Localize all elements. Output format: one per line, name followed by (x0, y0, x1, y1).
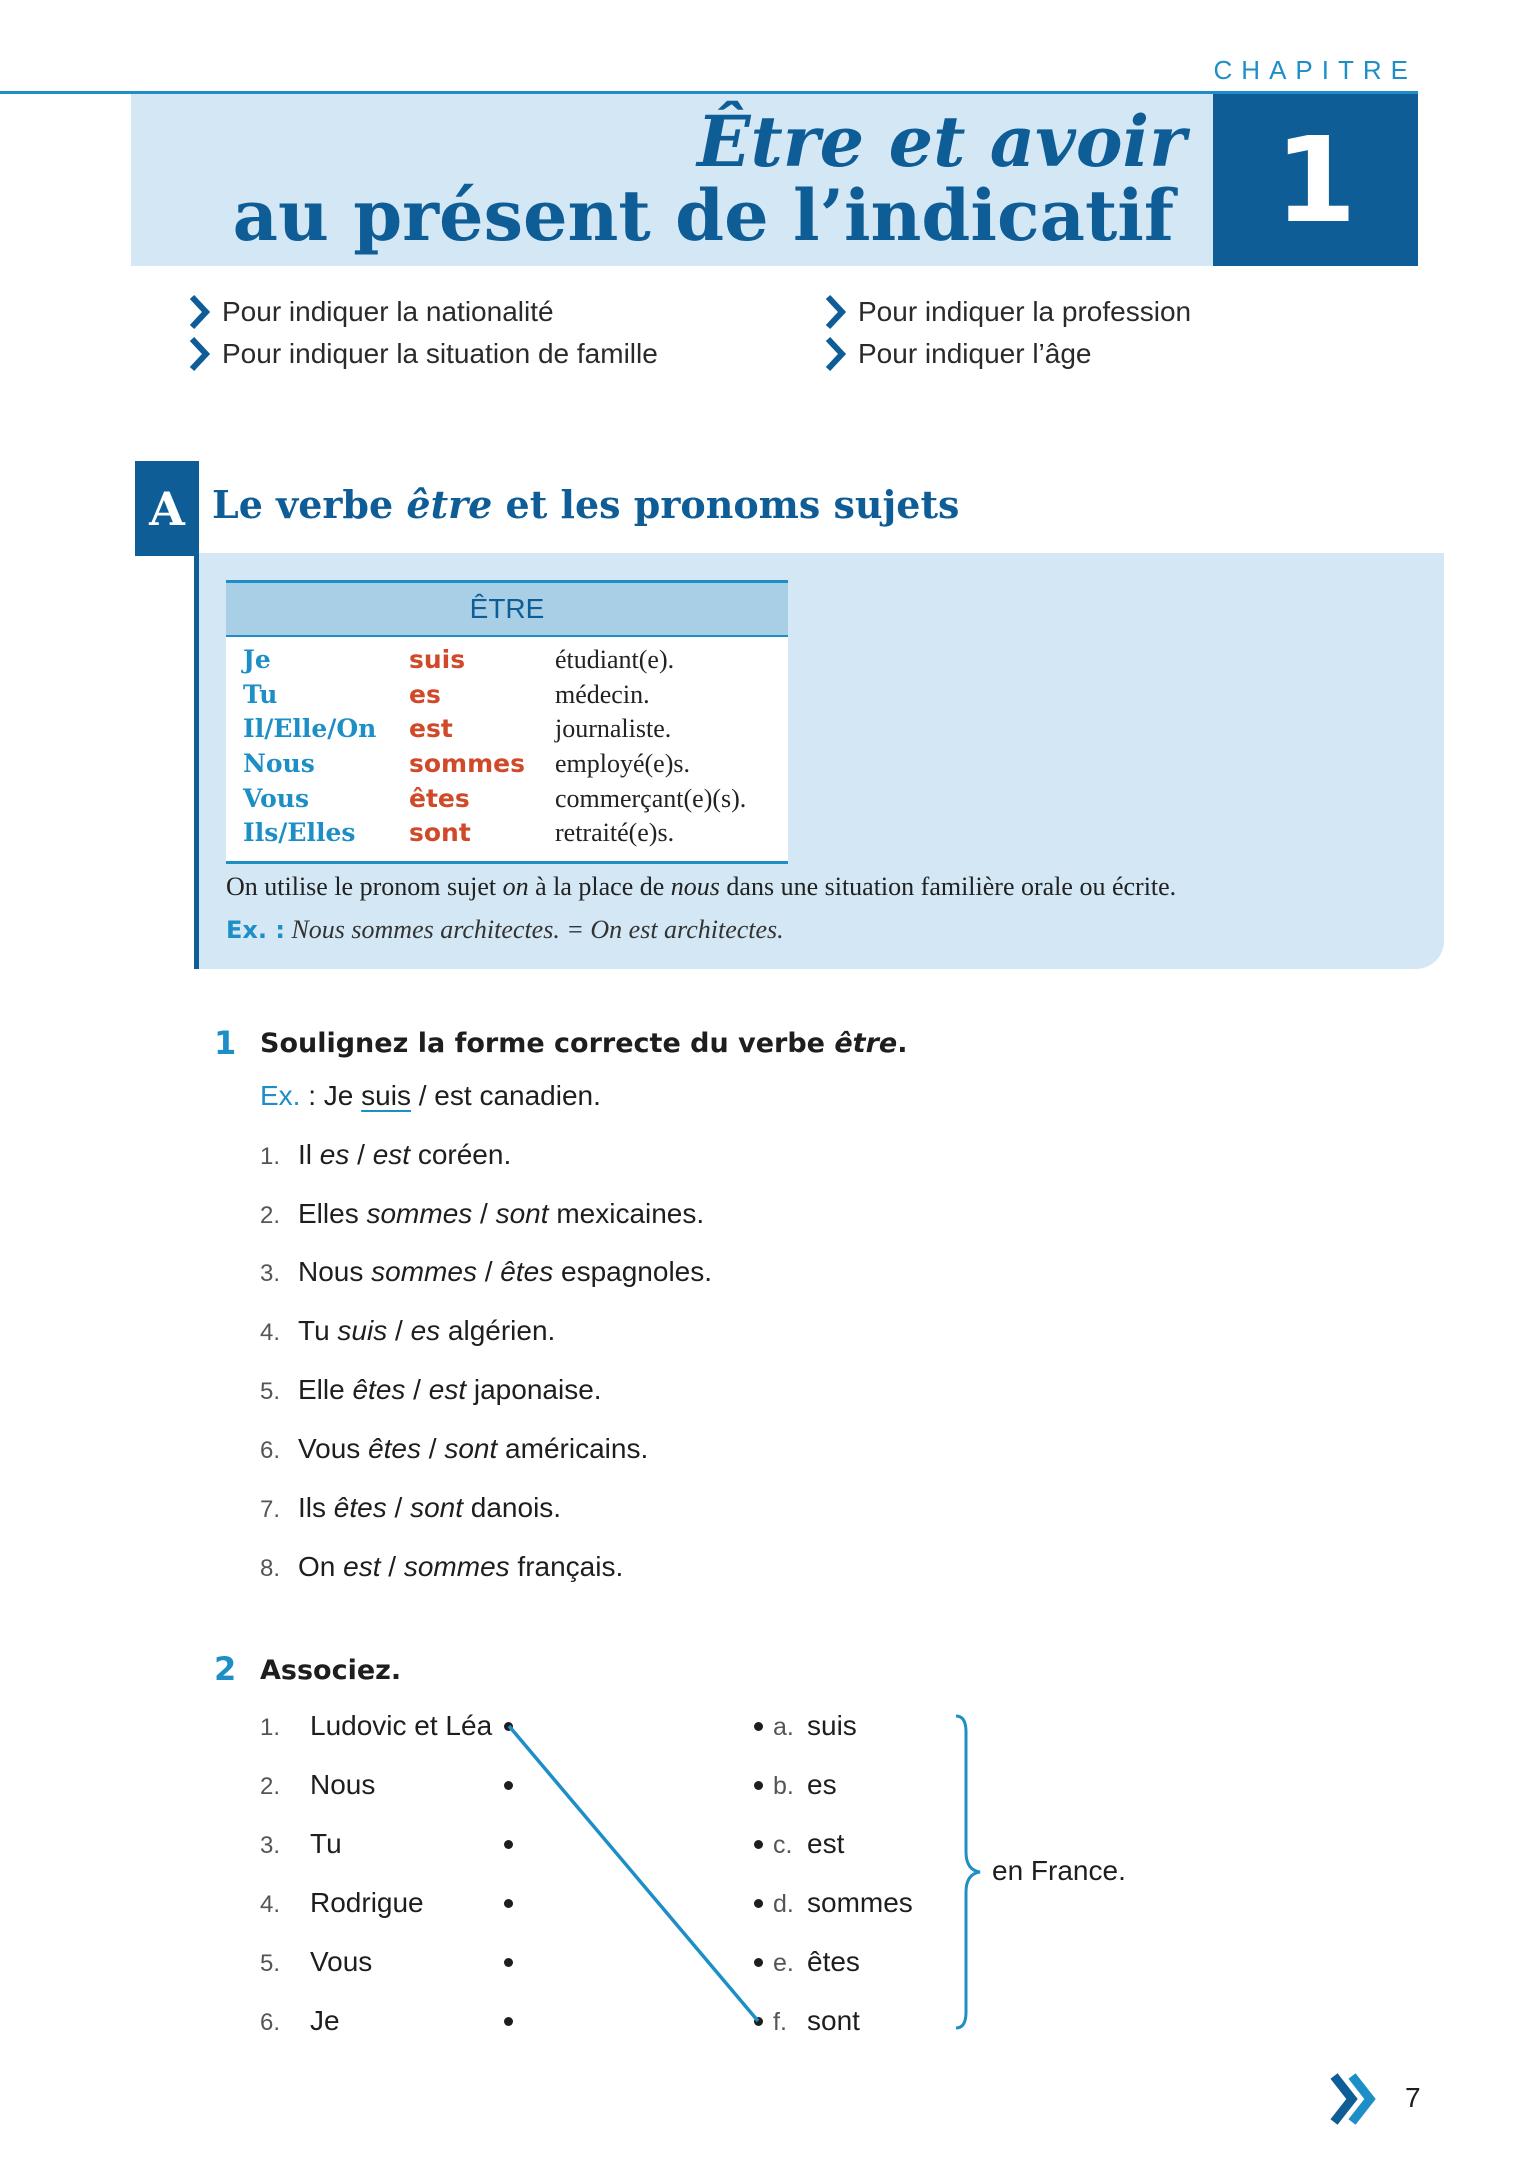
section-title: Le verbe être et les pronoms sujets (212, 482, 960, 527)
choice-option[interactable]: sont (444, 1433, 498, 1464)
match-right-item[interactable]: f. sont (773, 2005, 860, 2036)
chapter-number: 1 (1213, 94, 1418, 266)
match-right-item[interactable]: c. est (773, 1828, 845, 1859)
exercise-example: Ex. : Je suis / est canadien. (260, 1080, 601, 1111)
example-label: Ex. : (226, 916, 285, 944)
exercise-item[interactable]: 8. On est / sommes français. (260, 1551, 624, 1582)
choice-option[interactable]: est (428, 1374, 467, 1405)
exercise-item[interactable]: 1. Il es / est coréen. (260, 1139, 512, 1170)
match-left-item[interactable]: 4. Rodrigue (260, 1887, 424, 1918)
chapter-label: CHAPITRE (1213, 55, 1417, 85)
page-number: 7 (1405, 2082, 1421, 2113)
exercise-item[interactable]: 5. Elle êtes / est japonaise. (260, 1374, 602, 1405)
match-right-item[interactable]: a. suis (773, 1710, 857, 1741)
choice-option[interactable]: êtes (368, 1433, 421, 1464)
choice-option[interactable]: sont (410, 1492, 463, 1523)
choice-option[interactable]: sommes (371, 1256, 477, 1287)
verb-form: est (409, 714, 453, 743)
complement: retraité(e)s. (555, 818, 675, 847)
exercise-item[interactable]: 4. Tu suis / es algérien. (260, 1315, 556, 1346)
exercise-number: 1 (214, 1024, 237, 1062)
exercise-item[interactable]: 2. Elles sommes / sont mexicaines. (260, 1198, 705, 1229)
match-left-item[interactable]: 6. Je (260, 2005, 340, 2036)
complement: étudiant(e). (555, 645, 675, 674)
exercise-item[interactable]: 6. Vous êtes / sont américains. (260, 1433, 649, 1464)
objective-label: Pour indiquer la nationalité (222, 296, 554, 327)
choice-option[interactable]: êtes (500, 1256, 554, 1287)
match-left-item[interactable]: 1. Ludovic et Léa (260, 1710, 493, 1741)
match-left-item[interactable]: 2. Nous (260, 1769, 376, 1800)
double-chevron-icon (1330, 2072, 1382, 2126)
complement: employé(e)s. (555, 749, 691, 778)
match-completion: en France. (992, 1855, 1126, 1886)
verb-form: es (409, 680, 441, 709)
verb-form: suis (409, 645, 466, 674)
pronoun: Nous (243, 749, 315, 778)
verb-form: sommes (409, 749, 525, 778)
match-right-item[interactable]: b. es (773, 1769, 837, 1800)
usage-example: Ex. : Nous sommes architectes. = On est architectes. (226, 915, 784, 944)
match-left-item[interactable]: 5. Vous (260, 1946, 373, 1977)
verb-form: sont (409, 818, 471, 847)
choice-option[interactable]: sont (495, 1198, 549, 1229)
pronoun: Je (243, 645, 271, 674)
objective-label: Pour indiquer la situation de famille (222, 338, 658, 369)
exercise-number: 2 (214, 1650, 237, 1688)
usage-note: On utilise le pronom sujet on à la place de nous dans une situation familière orale ou écrite. (226, 872, 1177, 901)
verb-form: êtes (409, 784, 470, 813)
choice-option[interactable]: sommes (366, 1198, 473, 1229)
chapter-title-line1: Être et avoir (697, 100, 1186, 183)
choice-option[interactable]: sommes (403, 1551, 510, 1582)
complement: commerçant(e)(s). (555, 784, 747, 813)
pronoun: Tu (243, 680, 278, 709)
section-letter: A (135, 461, 199, 556)
match-right-item[interactable]: e. êtes (773, 1946, 860, 1977)
pronoun: Ils/Elles (243, 818, 356, 847)
exercise-item[interactable]: 3. Nous sommes / êtes espagnoles. (260, 1256, 713, 1287)
conjugation-table-header: ÊTRE (226, 583, 788, 637)
exercise-instruction: Associez. (260, 1655, 402, 1686)
match-left-item[interactable]: 3. Tu (260, 1828, 342, 1859)
pronoun: Il/Elle/On (243, 714, 377, 743)
match-right-item[interactable]: d. sommes (773, 1887, 913, 1918)
choice-option[interactable]: est (372, 1139, 411, 1170)
exercise-instruction: Soulignez la forme correcte du verbe être. (260, 1028, 908, 1059)
chapter-title-line2: au présent de l’indicatif (232, 174, 1174, 257)
choice-option[interactable]: es (319, 1139, 350, 1170)
choice-option[interactable]: es (410, 1315, 441, 1346)
choice-option[interactable]: êtes (333, 1492, 387, 1523)
choice-option[interactable]: êtes (352, 1374, 406, 1405)
complement: médecin. (555, 680, 650, 709)
objective-label: Pour indiquer l’âge (858, 338, 1092, 369)
choice-option[interactable]: est (343, 1551, 381, 1582)
choice-option[interactable]: suis (337, 1315, 388, 1346)
pronoun: Vous (243, 784, 310, 813)
complement: journaliste. (555, 714, 672, 743)
exercise-item[interactable]: 7. Ils êtes / sont danois. (260, 1492, 562, 1523)
curly-brace-icon (950, 1712, 990, 2032)
objective-label: Pour indiquer la profession (858, 296, 1192, 327)
